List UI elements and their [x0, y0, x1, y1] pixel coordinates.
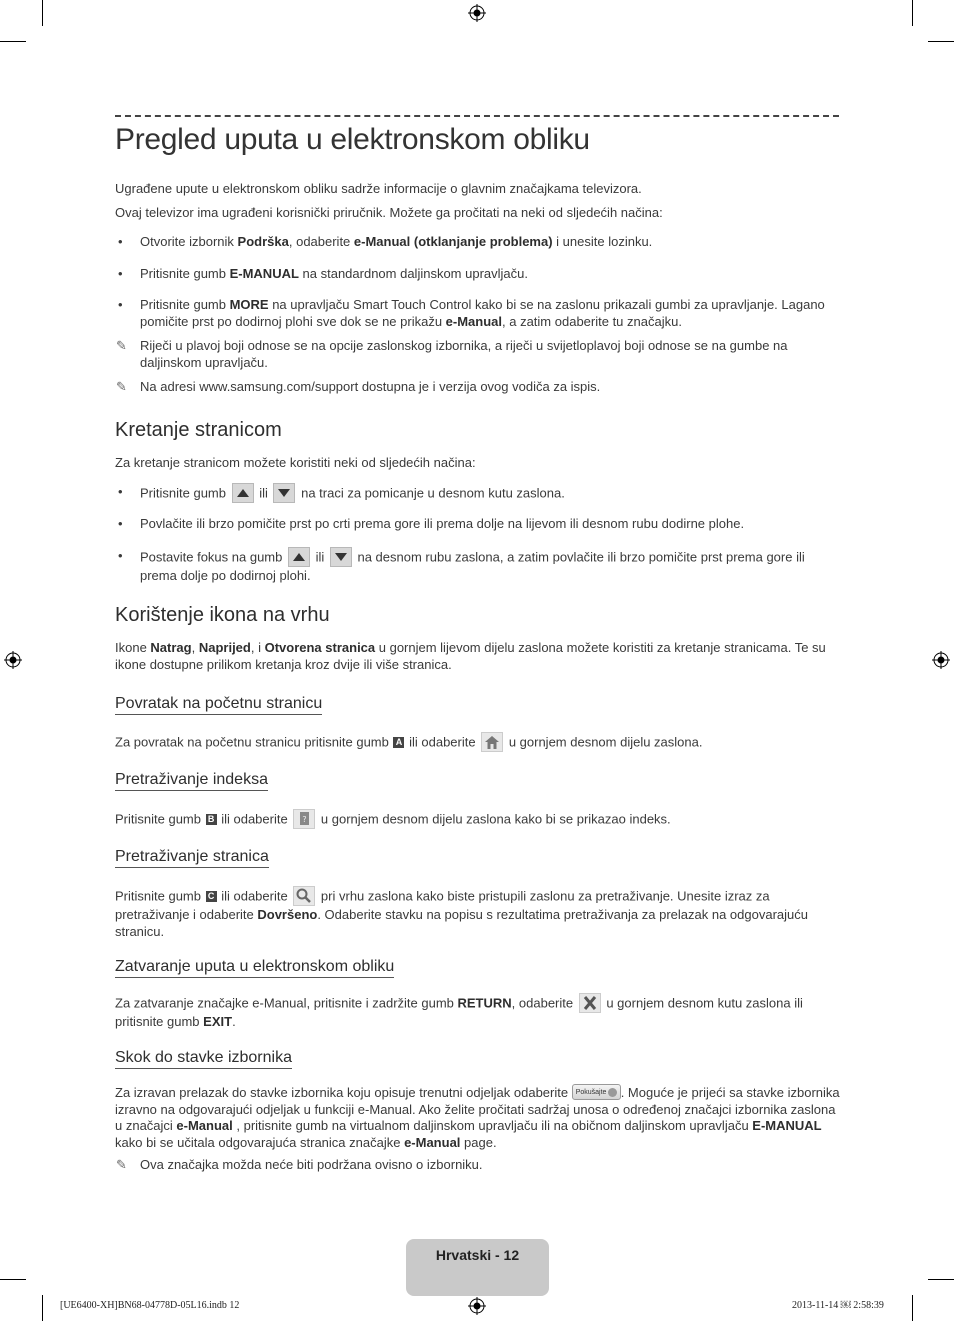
subheading-index: Pretraživanje indeksa	[115, 771, 268, 791]
registration-mark-icon	[4, 651, 22, 669]
crop-mark	[0, 1279, 26, 1280]
intro-line-1: Ugrađene upute u elektronskom obliku sadrže informacije o glavnim značajkama televizora.	[115, 181, 642, 196]
close-x-icon	[579, 993, 601, 1013]
intro-line-2: Ovaj televizor ima ugrađeni korisnički priručnik. Možete ga pročitati na neki od sljedećih načina:	[115, 205, 663, 220]
navigation-method-1: Pritisnite gumb ili na traci za pomicanje u desnom kutu zaslona.	[140, 484, 840, 504]
bullet-dot: •	[118, 516, 123, 531]
registration-mark-icon	[932, 651, 950, 669]
navigation-method-2: Povlačite ili brzo pomičite prst po crti prema gore ili prema dolje na lijevom ili desnom rubu dodirne plohe.	[140, 516, 745, 531]
top-icons-paragraph: Ikone Natrag, Naprijed, i Otvorena stranica u gornjem lijevom dijelu zaslona možete koristiti za kretanje stranicama. Te su ikone dostupne prilikom kretanja kroz dvije ili više stranica.	[115, 640, 826, 672]
home-icon	[481, 732, 503, 752]
section-heading-navigation: Kretanje stranicom	[115, 419, 282, 441]
arrow-icon	[608, 1088, 617, 1097]
navigation-method-3: Postavite fokus na gumb ili na desnom rubu zaslona, a zatim povlačite ili brzo pomičite prst prema gore ili prema dolje po dodirnoj plohi.	[140, 548, 840, 585]
bullet-dot: •	[118, 484, 123, 499]
svg-text:?: ?	[302, 815, 307, 824]
print-slug-timestamp: 2013-11-14 ￼ 2:58:39	[792, 1300, 884, 1311]
title-dashed-rule	[115, 115, 839, 117]
jump-note: Ova značajka možda neće biti podržana ovisno o izborniku.	[140, 1157, 483, 1172]
crop-mark	[42, 1295, 43, 1321]
crop-mark	[912, 0, 913, 26]
bullet-dot: •	[118, 266, 123, 281]
key-c-badge: C	[206, 891, 217, 902]
jump-paragraph: Za izravan prelazak do stavke izbornika koju opisuje trenutni odjeljak odaberite Pokušajte . Moguće je prijeći sa stavke izbornika izravno na odgovarajući odjeljak u funkciji e-Manual. Ako želite pročitati sadržaj unosa o određenoj značajci izbornika zaslona u značajci e-Manual , pritisnite gumb na virtualnom daljinskom upravljaču ili na običnom daljinskom upravljaču E-MANUAL kako bi se učitala odgovarajuća stranica značajke e-Manual page.	[115, 1085, 840, 1150]
page-title: Pregled uputa u elektronskom obliku	[115, 123, 590, 156]
registration-mark-icon	[468, 1297, 486, 1315]
scroll-up-icon	[288, 547, 310, 567]
search-paragraph: Pritisnite gumb C ili odaberite pri vrhu zaslona kako biste pristupili zaslonu za pretraživanje. Unesite izraz za pretraživanje i odaberite Dovršeno. Odaberite stavku na popisu s rezultatima pretraživanja za prelazak na odgovarajuću stranicu.	[115, 887, 840, 940]
registration-mark-icon	[468, 4, 486, 22]
home-paragraph: Za povratak na početnu stranicu pritisnite gumb A ili odaberite u gornjem desnom dijelu zaslona.	[115, 733, 840, 753]
print-slug-file: [UE6400-XH]BN68-04778D-05L16.indb 12	[60, 1300, 240, 1311]
open-method-1: Otvorite izbornik Podrška, odaberite e-Manual (otklanjanje problema) i unesite lozinku.	[140, 234, 653, 249]
crop-mark	[912, 1295, 913, 1321]
key-b-badge: B	[206, 814, 217, 825]
note-print-version: Na adresi www.samsung.com/support dostupna je i verzija ovog vodiča za ispis.	[140, 379, 601, 394]
index-paragraph: Pritisnite gumb B ili odaberite ? u gornjem desnom dijelu zaslona kako bi se prikazao indeks.	[115, 810, 840, 830]
try-now-label: Pokušajte	[575, 1088, 607, 1096]
note-colors: Riječi u plavoj boji odnose se na opcije zaslonskog izbornika, a riječi u svijetloplavoj boji odnose se na gumbe na daljinskom upravljaču.	[140, 338, 788, 370]
index-icon	[293, 809, 315, 829]
scroll-down-icon	[273, 483, 295, 503]
note-pencil-icon: ✎	[116, 1157, 127, 1172]
navigation-intro: Za kretanje stranicom možete koristiti neki od sljedećih načina:	[115, 455, 476, 470]
subheading-home: Povratak na početnu stranicu	[115, 695, 322, 715]
bullet-dot: •	[118, 234, 123, 249]
subheading-search: Pretraživanje stranica	[115, 848, 269, 868]
subheading-close: Zatvaranje uputa u elektronskom obliku	[115, 958, 394, 978]
close-paragraph: Za zatvaranje značajke e-Manual, pritisnite i zadržite gumb RETURN, odaberite u gornjem desnom kutu zaslona ili pritisnite gumb EXIT.	[115, 994, 840, 1031]
section-heading-top-icons: Korištenje ikona na vrhu	[115, 604, 330, 626]
subheading-jump: Skok do stavke izbornika	[115, 1049, 292, 1069]
note-pencil-icon: ✎	[116, 379, 127, 394]
open-method-2: Pritisnite gumb E-MANUAL na standardnom daljinskom upravljaču.	[140, 266, 528, 281]
crop-mark	[928, 41, 954, 42]
try-now-button[interactable]	[572, 1084, 621, 1100]
scroll-down-icon	[330, 547, 352, 567]
page-number-label: Hrvatski - 12	[435, 1247, 520, 1263]
crop-mark	[42, 0, 43, 26]
scroll-up-icon	[232, 483, 254, 503]
key-a-badge: A	[393, 737, 404, 748]
search-icon	[293, 886, 315, 906]
crop-mark	[928, 1279, 954, 1280]
open-method-3: Pritisnite gumb MORE na upravljaču Smart Touch Control kako bi se na zaslonu prikazali gumbi za upravljanje. Lagano pomičite prst po dodirnoj plohi sve dok se ne prikažu e-Manual, a zatim odaberite tu značajku.	[140, 297, 825, 329]
bullet-dot: •	[118, 297, 123, 312]
crop-mark	[0, 41, 26, 42]
note-pencil-icon: ✎	[116, 338, 127, 353]
bullet-dot: •	[118, 548, 123, 563]
